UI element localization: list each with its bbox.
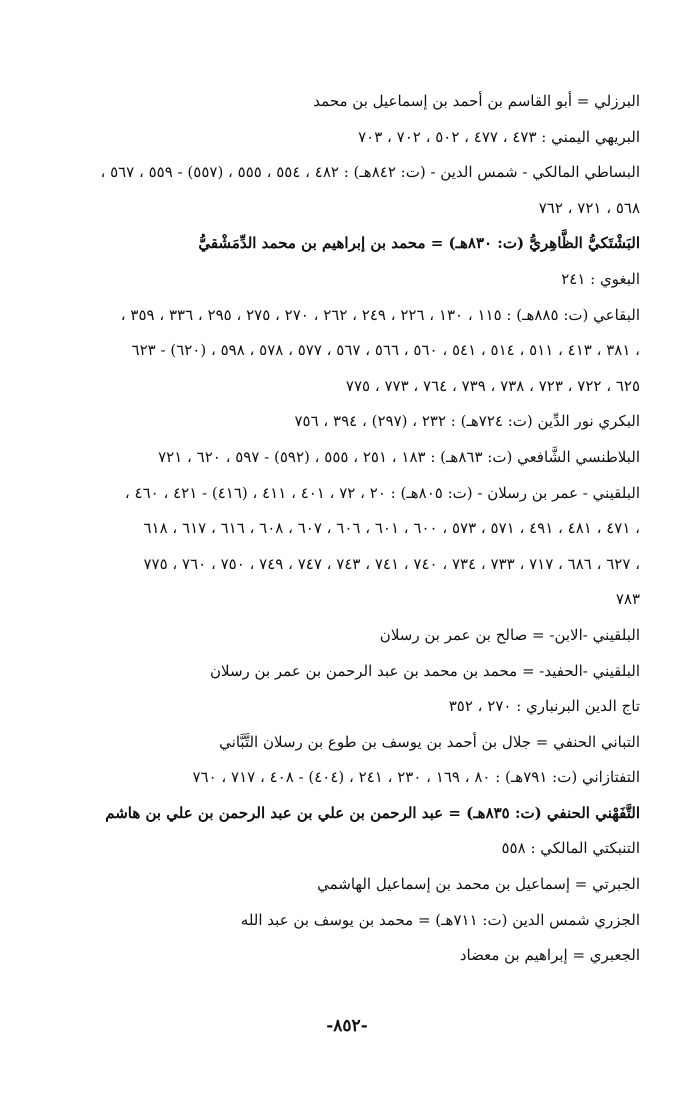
- index-entry-line: ٣٨١ ، ٤١٣ ، ٥١١ ، ٥١٤ ، ٥٤١ ، ٥٦٠ ، ٥٦٦ ، ٥٦٧ ، ٥٧٧ ، ٥٧٨ ، ٥٩٨ ، (٦٢٠) - ٦٢٣ ،: [131, 341, 640, 360]
- index-entry-line: البلقيني -الحفيد- = محمد بن محمد بن عبد الرحمن بن عمر بن رسلان: [209, 661, 640, 680]
- index-entry-line: ٥٦٨ ، ٧٢١ ، ٧٦٢: [538, 198, 640, 217]
- index-entry-line: ٦٢٥ ، ٧٢٢ ، ٧٢٣ ، ٧٣٨ ، ٧٣٩ ، ٧٦٤ ، ٧٧٣ ، ٧٧٥: [345, 376, 640, 395]
- index-entry-line: التَّفَهْني الحنفي (ت: ٨٣٥هـ) = عبد الرحمن بن علي بن عبد الرحمن بن علي بن هاشم: [105, 803, 640, 822]
- index-entry-line: البساطي المالكي - شمس الدين - (ت: ٨٤٢هـ) : ٤٨٢ ، ٥٥٤ ، ٥٥٥ ، (٥٥٧) - ٥٥٩ ، ٥٦٧ ،: [100, 163, 640, 182]
- index-entry-line: الجعبري = إبراهيم بن معضاد: [459, 946, 640, 965]
- index-entry-line: البكري نور الدِّين (ت: ٧٢٤هـ) : ٢٣٢ ، (٢٩٧) ، ٣٩٤ ، ٧٥٦: [294, 412, 640, 431]
- index-entry-line: ٧٨٣: [615, 590, 640, 609]
- index-entry-line: الجزري شمس الدين (ت: ٧١١هـ) = محمد بن يوسف بن عبد الله: [240, 910, 640, 929]
- index-entry-line: تاج الدين البرنباري : ٢٧٠ ، ٣٥٢: [448, 697, 640, 716]
- index-entry-line: ٤٧١ ، ٤٨١ ، ٤٩١ ، ٥٧١ ، ٥٧٣ ، ٦٠٠ ، ٦٠١ ، ٦٠٦ ، ٦٠٧ ، ٦٠٨ ، ٦١٦ ، ٦١٧ ، ٦١٨ ،: [143, 519, 640, 538]
- index-entry-line: البرزلي = أبو القاسم بن أحمد بن إسماعيل بن محمد: [313, 92, 640, 110]
- page-number: -٨٥٢-: [326, 1016, 368, 1036]
- index-entry-line: الجبرتي = إسماعيل بن محمد بن إسماعيل الهاشمي: [317, 875, 640, 894]
- index-entry-line: البَشْتَكيُّ الظَّاهِريُّ (ت: ٨٣٠هـ) = محمد بن إبراهيم بن محمد الدِّمَشْقيُّ: [198, 234, 640, 253]
- index-entry-line: البلقيني -الابن- = صالح بن عمر بن رسلان: [379, 625, 640, 644]
- index-entry-line: البغوي : ٢٤١: [561, 269, 640, 288]
- index-entry-line: ٦٢٧ ، ٦٨٦ ، ٧١٧ ، ٧٣٣ ، ٧٣٤ ، ٧٤٠ ، ٧٤١ ، ٧٤٣ ، ٧٤٧ ، ٧٤٩ ، ٧٥٠ ، ٧٦٠ ، ٧٧٥ ،: [143, 554, 640, 573]
- index-entries: [60, 84, 640, 974]
- index-entry-line: التنبكتي المالكي : ٥٥٨: [501, 839, 640, 858]
- index-entry-line: البقاعي (ت: ٨٨٥هـ) : ١١٥ ، ١٣٠ ، ٢٢٦ ، ٢٤٩ ، ٢٦٢ ، ٢٧٠ ، ٢٧٥ ، ٢٩٥ ، ٣٣٦ ، ٣٥٩ ،: [120, 305, 640, 324]
- index-entry-line: البلاطنسي الشَّافعي (ت: ٨٦٣هـ) : ١٨٣ ، ٢٥١ ، ٥٥٥ ، (٥٩٢) - ٥٩٧ ، ٦٢٠ ، ٧٢١: [158, 447, 640, 466]
- index-entry-line: التباني الحنفي = جلال بن أحمد بن يوسف بن طوع بن رسلان التَّبَّاني: [219, 732, 640, 751]
- index-entry-line: التفتازاني (ت: ٧٩١هـ) : ٨٠ ، ١٦٩ ، ٢٣٠ ، ٢٤١ ، (٤٠٤) - ٤٠٨ ، ٧١٧ ، ٧٦٠: [192, 768, 640, 787]
- index-entry-line: البلقيني - عمر بن رسلان - (ت: ٨٠٥هـ) : ٢٠ ، ٧٢ ، ٤٠١ ، ٤١١ ، (٤١٦) - ٤٢١ ، ٤٦٠ ،: [124, 483, 640, 502]
- index-entry-line: البريهي اليمني : ٤٧٣ ، ٤٧٧ ، ٥٠٢ ، ٧٠٢ ، ٧٠٣: [358, 127, 640, 146]
